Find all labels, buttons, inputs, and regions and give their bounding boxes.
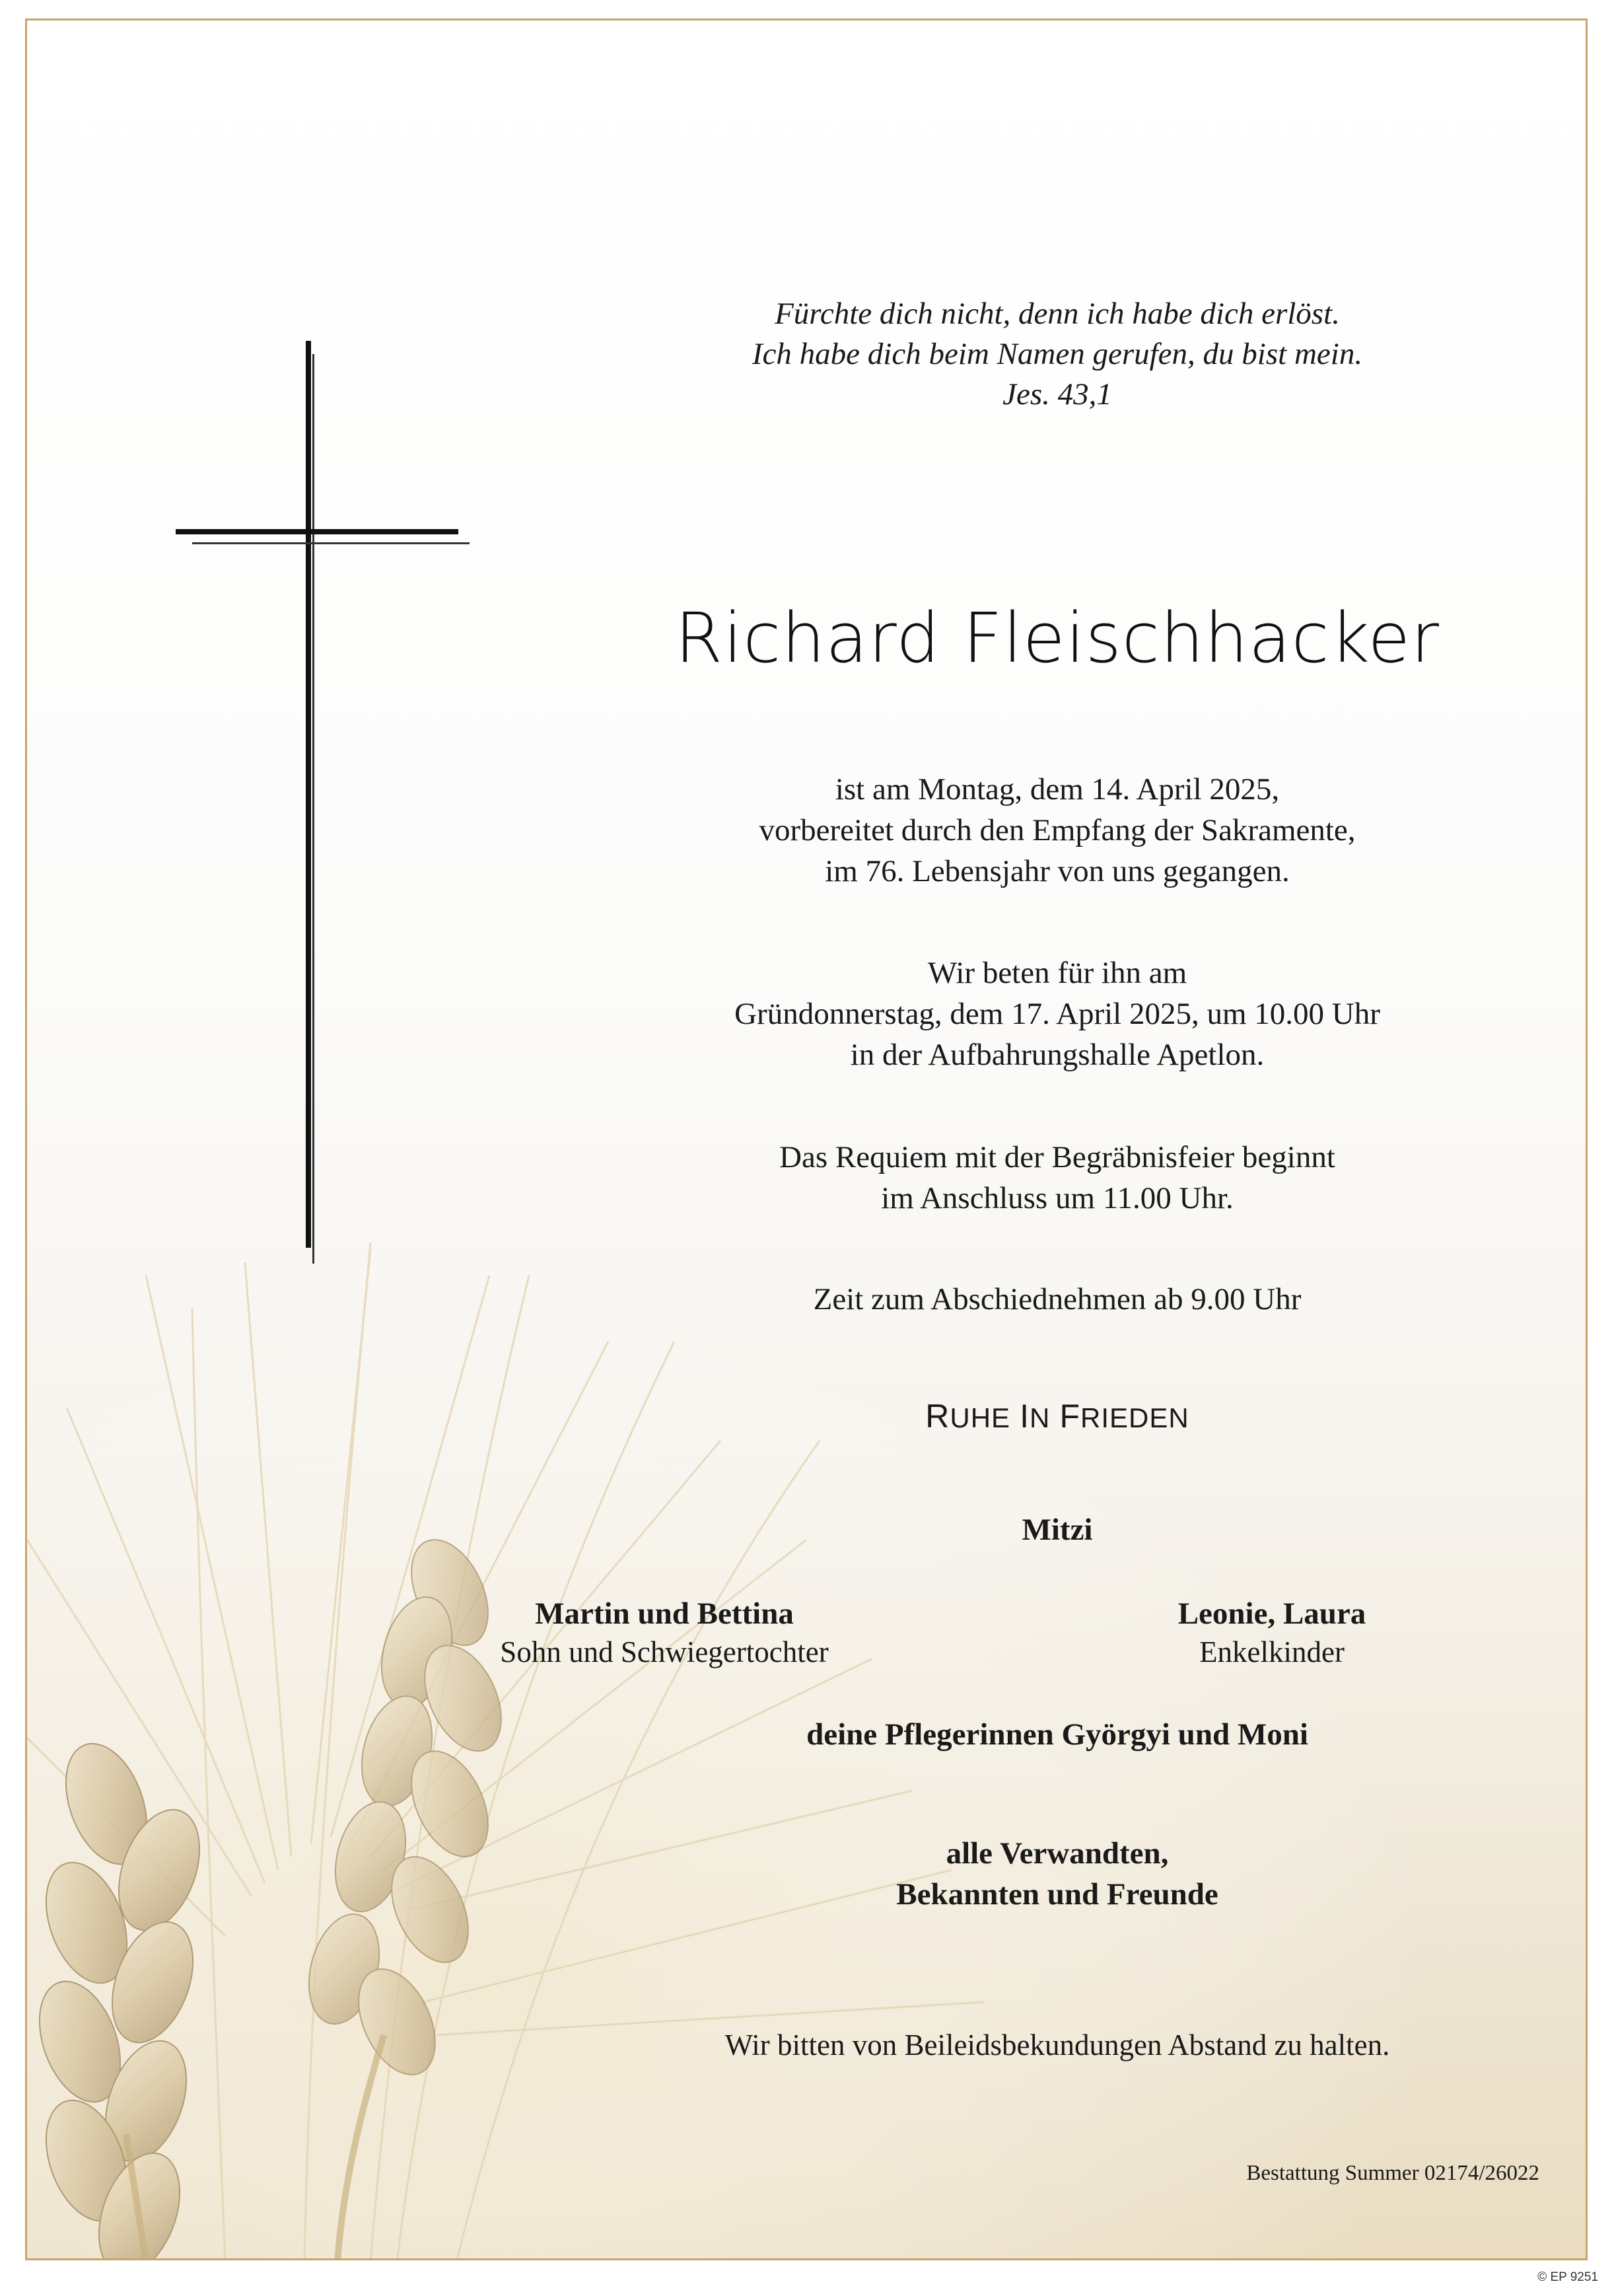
rip-rest: RIEDEN xyxy=(1080,1402,1189,1433)
death-notice-line: im 76. Lebensjahr von uns gegangen. xyxy=(825,854,1290,888)
rip-rest: N xyxy=(1030,1402,1051,1433)
mourner-relation: Enkelkinder xyxy=(1199,1635,1345,1668)
spouse-name: Mitzi xyxy=(1022,1513,1093,1547)
bible-verse xyxy=(608,294,1506,415)
requiem-line: im Anschluss um 11.00 Uhr. xyxy=(881,1181,1234,1215)
requiem-line: Das Requiem mit der Begräbnisfeier beginnt xyxy=(779,1140,1335,1174)
page-frame xyxy=(25,18,1588,2260)
prayer-line: Gründonnerstag, dem 17. April 2025, um 10.00 Uhr xyxy=(734,997,1380,1031)
prayer-notice xyxy=(608,952,1506,1075)
mourner-names: Leonie, Laura xyxy=(1177,1596,1366,1631)
prayer-line: in der Aufbahrungshalle Apetlon. xyxy=(850,1038,1265,1072)
rip-rest: UHE xyxy=(950,1402,1011,1433)
other-mourners-line: alle Verwandten, xyxy=(946,1836,1169,1871)
other-mourners-line: Bekannten und Freunde xyxy=(896,1877,1218,1912)
rip-initial: I xyxy=(1020,1398,1030,1435)
requiem-notice xyxy=(608,1137,1506,1219)
death-notice-line: vorbereitet durch den Empfang der Sakramente, xyxy=(759,813,1356,847)
mourner-group-left xyxy=(433,1595,895,1671)
undertaker-info: Bestattung Summer 02174/26022 xyxy=(1246,2161,1539,2185)
death-notice xyxy=(608,769,1506,892)
death-notice-line: ist am Montag, dem 14. April 2025, xyxy=(835,772,1280,807)
prayer-line: Wir beten für ihn am xyxy=(927,956,1187,990)
mourner-group-right xyxy=(1041,1595,1503,1671)
rip-initial: R xyxy=(925,1398,950,1435)
farewell-line: Zeit zum Abschiednehmen ab 9.00 Uhr xyxy=(813,1282,1302,1316)
verse-line: Ich habe dich beim Namen gerufen, du bist mein. xyxy=(752,337,1363,371)
mourner-relation: Sohn und Schwiegertochter xyxy=(500,1635,829,1668)
verse-line: Fürchte dich nicht, denn ich habe dich erlöst. xyxy=(775,297,1340,331)
rip-initial: F xyxy=(1059,1398,1080,1435)
other-mourners xyxy=(608,1833,1506,1915)
rest-in-peace xyxy=(608,1396,1506,1439)
mourner-names: Martin und Bettina xyxy=(535,1596,794,1631)
print-code: © EP 9251 xyxy=(1537,2270,1598,2284)
verse-reference: Jes. 43,1 xyxy=(1002,377,1112,412)
caregivers: deine Pflegerinnen Györgyi und Moni xyxy=(806,1717,1308,1752)
condolence-request: Wir bitten von Beileidsbekundungen Abstand zu halten. xyxy=(724,2028,1390,2062)
deceased-name: Richard Fleischhacker xyxy=(675,598,1440,678)
obituary-content xyxy=(27,20,1588,2260)
farewell-notice xyxy=(608,1279,1506,1320)
